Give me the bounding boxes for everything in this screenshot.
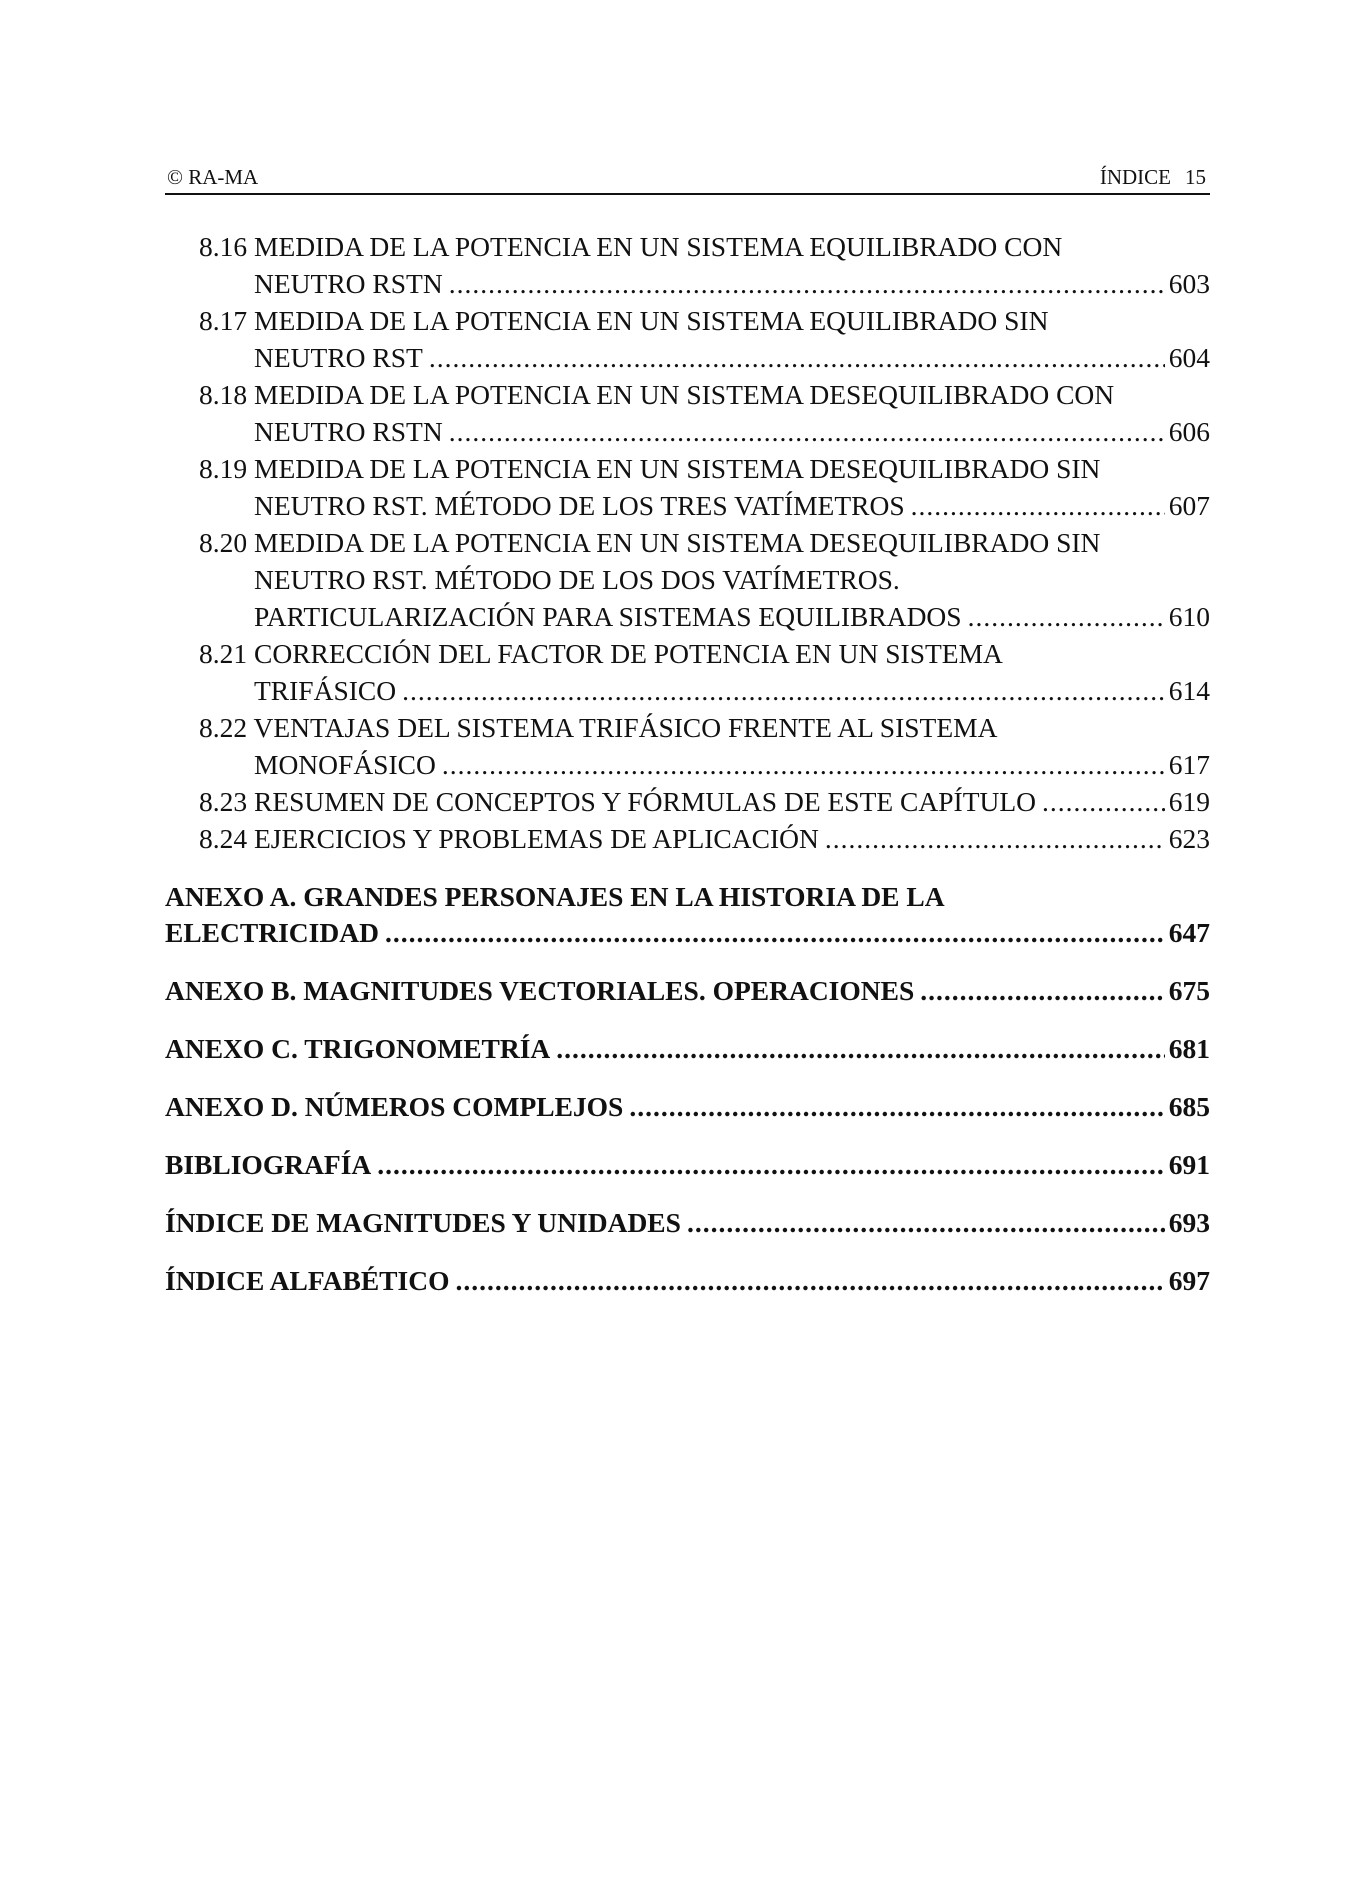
toc-entry-title: 8.23 RESUMEN DE CONCEPTOS Y FÓRMULAS DE ESTE CAPÍTULO <box>199 786 1037 817</box>
dot-leader <box>377 1147 1164 1183</box>
page-header <box>165 163 1210 195</box>
toc-page-number: 607 <box>1168 490 1210 521</box>
toc-entry[interactable] <box>165 783 1210 820</box>
toc-page-number: 693 <box>1168 1207 1210 1238</box>
dot-leader <box>968 598 1165 635</box>
toc-section[interactable] <box>165 1263 1210 1299</box>
dot-leader <box>429 339 1165 376</box>
subsection-list <box>165 228 1210 857</box>
toc-entry[interactable] <box>165 635 1210 709</box>
toc-page-number: 614 <box>1168 675 1210 706</box>
toc-entry-row <box>199 413 1210 450</box>
toc-entry-title: 8.19 MEDIDA DE LA POTENCIA EN UN SISTEMA DESEQUILIBRADO SIN <box>199 453 1101 484</box>
dot-leader <box>449 265 1165 302</box>
publisher-label: © RA-MA <box>167 165 259 189</box>
toc-page-number: 619 <box>1168 786 1210 817</box>
toc-page-number: 623 <box>1168 823 1210 854</box>
toc-entry-title: 8.21 CORRECCIÓN DEL FACTOR DE POTENCIA EN UN SISTEMA <box>199 638 1003 669</box>
toc-entry[interactable] <box>165 450 1210 524</box>
toc-entry-title: NEUTRO RST. MÉTODO DE LOS TRES VATÍMETROS <box>254 490 905 521</box>
toc-page-number: 603 <box>1168 268 1210 299</box>
toc-section-row <box>165 1031 1210 1067</box>
toc-entry[interactable] <box>165 376 1210 450</box>
toc-page-number: 617 <box>1168 749 1210 780</box>
toc-entry-title: 8.24 EJERCICIOS Y PROBLEMAS DE APLICACIÓN <box>199 823 819 854</box>
toc-entry[interactable] <box>165 302 1210 376</box>
toc-section-row <box>165 915 1210 951</box>
toc-entry-title: NEUTRO RSTN <box>254 416 443 447</box>
dot-leader <box>629 1089 1164 1125</box>
toc-entry-title: PARTICULARIZACIÓN PARA SISTEMAS EQUILIBRADOS <box>254 601 962 632</box>
running-head-title: ÍNDICE <box>1099 165 1171 189</box>
toc-page-number: 610 <box>1168 601 1210 632</box>
toc-entry-row <box>199 672 1210 709</box>
toc-entry-row <box>199 598 1210 635</box>
dot-leader <box>687 1205 1165 1241</box>
toc-page-number: 685 <box>1168 1091 1210 1122</box>
toc-section-title: BIBLIOGRAFÍA <box>165 1149 372 1180</box>
toc-section-row <box>165 1205 1210 1241</box>
dot-leader <box>920 973 1164 1009</box>
running-head <box>1100 165 1206 190</box>
toc-page-number: 681 <box>1168 1033 1210 1064</box>
toc-section-title: ANEXO D. NÚMEROS COMPLEJOS <box>165 1091 624 1122</box>
toc-section[interactable] <box>165 879 1210 951</box>
toc-page-number: 691 <box>1168 1149 1210 1180</box>
toc-section-title: ÍNDICE DE MAGNITUDES Y UNIDADES <box>165 1207 681 1238</box>
page-number: 15 <box>1185 165 1206 189</box>
toc-entry-title: 8.16 MEDIDA DE LA POTENCIA EN UN SISTEMA EQUILIBRADO CON <box>199 231 1063 262</box>
toc-entry-title: NEUTRO RSTN <box>254 268 443 299</box>
toc-section[interactable] <box>165 1031 1210 1067</box>
toc-entry-row <box>199 487 1210 524</box>
toc-entry[interactable] <box>165 709 1210 783</box>
toc-section[interactable] <box>165 1205 1210 1241</box>
toc-page-number: 697 <box>1168 1265 1210 1296</box>
toc-page-number: 647 <box>1168 917 1210 948</box>
toc-section-title: ANEXO B. MAGNITUDES VECTORIALES. OPERACIONES <box>165 975 915 1006</box>
dot-leader <box>455 1263 1164 1299</box>
toc-entry-title: 8.17 MEDIDA DE LA POTENCIA EN UN SISTEMA EQUILIBRADO SIN <box>199 305 1049 336</box>
section-list <box>165 879 1210 1299</box>
toc-section[interactable] <box>165 973 1210 1009</box>
dot-leader <box>402 672 1165 709</box>
toc-entry-title: NEUTRO RST <box>254 342 423 373</box>
dot-leader <box>556 1031 1164 1067</box>
toc-entry-row <box>199 783 1210 820</box>
dot-leader <box>449 413 1165 450</box>
dot-leader <box>1042 783 1165 820</box>
toc-entry-title: MONOFÁSICO <box>254 749 436 780</box>
toc-entry-row <box>199 339 1210 376</box>
toc-section[interactable] <box>165 1147 1210 1183</box>
toc-section-title: ELECTRICIDAD <box>165 917 379 948</box>
toc-entry-title: TRIFÁSICO <box>254 675 397 706</box>
toc-entry-title: 8.20 MEDIDA DE LA POTENCIA EN UN SISTEMA DESEQUILIBRADO SIN <box>199 527 1101 558</box>
toc-section-row <box>165 973 1210 1009</box>
toc-section-row <box>165 1147 1210 1183</box>
toc-section-title: ÍNDICE ALFABÉTICO <box>165 1265 450 1296</box>
toc-page-number: 675 <box>1168 975 1210 1006</box>
table-of-contents <box>165 228 1210 1299</box>
toc-page-number: 606 <box>1168 416 1210 447</box>
toc-section[interactable] <box>165 1089 1210 1125</box>
toc-section-title: ANEXO C. TRIGONOMETRÍA <box>165 1033 551 1064</box>
toc-entry-row <box>199 265 1210 302</box>
toc-entry-title: 8.22 VENTAJAS DEL SISTEMA TRIFÁSICO FRENTE AL SISTEMA <box>199 712 998 743</box>
dot-leader <box>442 746 1165 783</box>
toc-entry-title-continued: NEUTRO RST. MÉTODO DE LOS DOS VATÍMETROS. <box>254 564 900 595</box>
toc-entry-row <box>199 820 1210 857</box>
toc-entry-title: 8.18 MEDIDA DE LA POTENCIA EN UN SISTEMA DESEQUILIBRADO CON <box>199 379 1115 410</box>
toc-entry[interactable] <box>165 820 1210 857</box>
toc-section-row <box>165 1089 1210 1125</box>
toc-page-number: 604 <box>1168 342 1210 373</box>
toc-entry-row <box>199 746 1210 783</box>
dot-leader <box>825 820 1165 857</box>
toc-section-row <box>165 1263 1210 1299</box>
toc-entry[interactable] <box>165 228 1210 302</box>
dot-leader <box>385 915 1165 951</box>
dot-leader <box>911 487 1165 524</box>
toc-section-title: ANEXO A. GRANDES PERSONAJES EN LA HISTORIA DE LA <box>165 881 945 912</box>
toc-entry[interactable] <box>165 524 1210 635</box>
